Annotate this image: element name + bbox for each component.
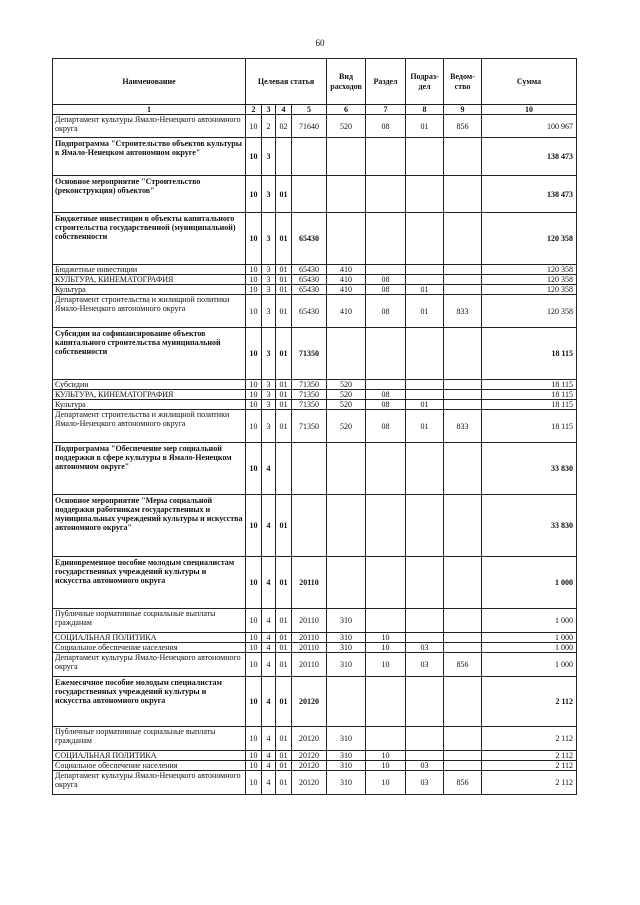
subsection-code xyxy=(406,138,444,176)
target-code-direction: 71350 xyxy=(292,328,327,380)
target-code-direction xyxy=(292,176,327,213)
header-department: Ведом-ство xyxy=(444,59,482,105)
department-code xyxy=(444,633,482,643)
target-code-activity: 01 xyxy=(276,677,292,727)
section-code: 08 xyxy=(366,115,406,138)
department-code: 856 xyxy=(444,771,482,795)
department-code xyxy=(444,443,482,495)
target-code-program: 10 xyxy=(246,495,262,557)
row-name: Единовременное пособие молодым специалистам государственных учреждений культуры и искусства автономного округа xyxy=(53,557,246,609)
target-code-subprogram: 3 xyxy=(262,265,276,275)
target-code-subprogram: 4 xyxy=(262,677,276,727)
expense-kind: 310 xyxy=(327,653,366,677)
department-code xyxy=(444,609,482,633)
section-code: 08 xyxy=(366,410,406,443)
table-row xyxy=(53,633,577,643)
subsection-code xyxy=(406,677,444,727)
target-code-activity: 01 xyxy=(276,771,292,795)
target-code-direction: 71350 xyxy=(292,380,327,390)
row-sum: 33 830 xyxy=(482,495,577,557)
subsection-code: 01 xyxy=(406,400,444,410)
expense-kind: 310 xyxy=(327,727,366,751)
target-code-activity: 02 xyxy=(276,115,292,138)
row-name: Основное мероприятие "Меры социальной поддержки работникам государственных и муниципальных учреждений культуры и искусства автономного округа" xyxy=(53,495,246,557)
table-row xyxy=(53,677,577,727)
header-section: Раздел xyxy=(366,59,406,105)
target-code-activity: 01 xyxy=(276,751,292,761)
target-code-activity: 01 xyxy=(276,609,292,633)
target-code-direction: 71350 xyxy=(292,390,327,400)
subsection-code: 03 xyxy=(406,653,444,677)
target-code-program: 10 xyxy=(246,213,262,265)
table-row xyxy=(53,115,577,138)
target-code-activity: 01 xyxy=(276,400,292,410)
target-code-direction: 65430 xyxy=(292,285,327,295)
target-code-program: 10 xyxy=(246,771,262,795)
target-code-program: 10 xyxy=(246,443,262,495)
subsection-code xyxy=(406,380,444,390)
target-code-subprogram: 4 xyxy=(262,443,276,495)
department-code xyxy=(444,328,482,380)
department-code xyxy=(444,213,482,265)
target-code-program: 10 xyxy=(246,643,262,653)
col-number: 8 xyxy=(406,105,444,115)
expense-kind: 310 xyxy=(327,751,366,761)
row-name: Бюджетные инвестиции xyxy=(53,265,246,275)
header-target: Целевая статья xyxy=(246,59,327,105)
target-code-program: 10 xyxy=(246,176,262,213)
target-code-program: 10 xyxy=(246,727,262,751)
row-sum: 1 000 xyxy=(482,633,577,643)
target-code-program: 10 xyxy=(246,328,262,380)
target-code-subprogram: 2 xyxy=(262,115,276,138)
row-sum: 18 115 xyxy=(482,400,577,410)
section-code xyxy=(366,557,406,609)
row-name: Публичные нормативные социальные выплаты гражданам xyxy=(53,727,246,751)
table-row xyxy=(53,771,577,795)
page-number: 60 xyxy=(315,38,325,48)
expense-kind xyxy=(327,677,366,727)
subsection-code xyxy=(406,390,444,400)
department-code xyxy=(444,727,482,751)
department-code: 856 xyxy=(444,653,482,677)
department-code xyxy=(444,643,482,653)
target-code-program: 10 xyxy=(246,410,262,443)
target-code-activity: 01 xyxy=(276,213,292,265)
table-row xyxy=(53,643,577,653)
target-code-subprogram: 3 xyxy=(262,138,276,176)
target-code-direction: 71640 xyxy=(292,115,327,138)
col-number: 6 xyxy=(327,105,366,115)
subsection-code xyxy=(406,176,444,213)
row-sum: 1 000 xyxy=(482,609,577,633)
target-code-activity: 01 xyxy=(276,557,292,609)
row-name: Бюджетные инвестиции в объекты капитального строительства государственной (муниципальной) собственности xyxy=(53,213,246,265)
target-code-activity: 01 xyxy=(276,275,292,285)
subsection-code: 01 xyxy=(406,295,444,328)
row-name: Департамент строительства и жилищной политики Ямало-Ненецкого автономного округа xyxy=(53,295,246,328)
row-name: Основное мероприятие "Строительство (реконструкция) объектов" xyxy=(53,176,246,213)
col-number: 1 xyxy=(53,105,246,115)
section-code: 08 xyxy=(366,390,406,400)
expense-kind: 310 xyxy=(327,633,366,643)
target-code-activity: 01 xyxy=(276,265,292,275)
row-name: Культура xyxy=(53,285,246,295)
subsection-code: 01 xyxy=(406,115,444,138)
expense-kind: 310 xyxy=(327,643,366,653)
expense-kind: 410 xyxy=(327,275,366,285)
row-sum: 2 112 xyxy=(482,761,577,771)
department-code xyxy=(444,265,482,275)
table-row xyxy=(53,138,577,176)
row-name: КУЛЬТУРА, КИНЕМАТОГРАФИЯ xyxy=(53,275,246,285)
table-row xyxy=(53,727,577,751)
target-code-direction: 65430 xyxy=(292,265,327,275)
expense-kind: 310 xyxy=(327,609,366,633)
target-code-program: 10 xyxy=(246,751,262,761)
subsection-code xyxy=(406,727,444,751)
subsection-code xyxy=(406,443,444,495)
section-code: 08 xyxy=(366,400,406,410)
department-code xyxy=(444,138,482,176)
header-name: Наименование xyxy=(53,59,246,105)
target-code-direction: 65430 xyxy=(292,295,327,328)
target-code-subprogram: 4 xyxy=(262,761,276,771)
expense-kind: 410 xyxy=(327,265,366,275)
target-code-activity: 01 xyxy=(276,727,292,751)
target-code-program: 10 xyxy=(246,295,262,328)
section-code: 08 xyxy=(366,275,406,285)
expense-kind: 310 xyxy=(327,761,366,771)
expense-kind xyxy=(327,213,366,265)
department-code: 833 xyxy=(444,295,482,328)
department-code xyxy=(444,285,482,295)
target-code-direction: 71350 xyxy=(292,410,327,443)
target-code-activity: 01 xyxy=(276,328,292,380)
section-code xyxy=(366,328,406,380)
department-code xyxy=(444,495,482,557)
target-code-program: 10 xyxy=(246,380,262,390)
target-code-direction: 20120 xyxy=(292,771,327,795)
target-code-subprogram: 3 xyxy=(262,328,276,380)
target-code-subprogram: 3 xyxy=(262,390,276,400)
target-code-subprogram: 4 xyxy=(262,557,276,609)
row-name: Публичные нормативные социальные выплаты гражданам xyxy=(53,609,246,633)
target-code-activity xyxy=(276,138,292,176)
target-code-subprogram: 3 xyxy=(262,380,276,390)
section-code: 10 xyxy=(366,751,406,761)
expense-kind xyxy=(327,328,366,380)
target-code-program: 10 xyxy=(246,633,262,643)
expense-kind: 520 xyxy=(327,400,366,410)
row-sum: 120 358 xyxy=(482,275,577,285)
col-number: 9 xyxy=(444,105,482,115)
target-code-subprogram: 4 xyxy=(262,643,276,653)
department-code: 856 xyxy=(444,115,482,138)
row-sum: 1 000 xyxy=(482,643,577,653)
row-name: Департамент культуры Ямало-Ненецкого автономного округа xyxy=(53,771,246,795)
table-row xyxy=(53,400,577,410)
subsection-code: 03 xyxy=(406,761,444,771)
subsection-code xyxy=(406,328,444,380)
department-code xyxy=(444,557,482,609)
row-sum: 100 967 xyxy=(482,115,577,138)
header-kind: Вид расходов xyxy=(327,59,366,105)
row-sum: 18 115 xyxy=(482,410,577,443)
department-code xyxy=(444,761,482,771)
target-code-direction: 20120 xyxy=(292,677,327,727)
expense-kind: 310 xyxy=(327,771,366,795)
target-code-program: 10 xyxy=(246,609,262,633)
row-name: Департамент культуры Ямало-Ненецкого автономного округа xyxy=(53,115,246,138)
target-code-program: 10 xyxy=(246,275,262,285)
department-code xyxy=(444,176,482,213)
section-code: 10 xyxy=(366,761,406,771)
table-row xyxy=(53,295,577,328)
row-name: Социальное обеспечение населения xyxy=(53,761,246,771)
col-number: 10 xyxy=(482,105,577,115)
table-row xyxy=(53,751,577,761)
expense-kind xyxy=(327,176,366,213)
row-name: СОЦИАЛЬНАЯ ПОЛИТИКА xyxy=(53,633,246,643)
subsection-code xyxy=(406,609,444,633)
target-code-subprogram: 4 xyxy=(262,633,276,643)
table-row xyxy=(53,213,577,265)
target-code-direction: 71350 xyxy=(292,400,327,410)
table-row xyxy=(53,653,577,677)
target-code-direction: 20110 xyxy=(292,643,327,653)
subsection-code xyxy=(406,213,444,265)
target-code-activity: 01 xyxy=(276,295,292,328)
target-code-activity: 01 xyxy=(276,633,292,643)
target-code-subprogram: 3 xyxy=(262,213,276,265)
department-code xyxy=(444,390,482,400)
expense-kind xyxy=(327,557,366,609)
expense-kind: 520 xyxy=(327,390,366,400)
table-row xyxy=(53,265,577,275)
header-row xyxy=(53,59,577,105)
target-code-activity: 01 xyxy=(276,410,292,443)
expense-kind: 520 xyxy=(327,115,366,138)
target-code-direction: 20120 xyxy=(292,751,327,761)
target-code-subprogram: 4 xyxy=(262,653,276,677)
target-code-direction: 20120 xyxy=(292,761,327,771)
target-code-direction xyxy=(292,443,327,495)
section-code: 10 xyxy=(366,653,406,677)
section-code xyxy=(366,727,406,751)
table-row xyxy=(53,328,577,380)
target-code-subprogram: 3 xyxy=(262,176,276,213)
row-name: Социальное обеспечение населения xyxy=(53,643,246,653)
target-code-direction: 20110 xyxy=(292,557,327,609)
header-sum: Сумма xyxy=(482,59,577,105)
expense-kind xyxy=(327,495,366,557)
section-code xyxy=(366,677,406,727)
table-row xyxy=(53,275,577,285)
target-code-activity: 01 xyxy=(276,285,292,295)
target-code-subprogram: 4 xyxy=(262,727,276,751)
target-code-subprogram: 3 xyxy=(262,400,276,410)
subsection-code: 03 xyxy=(406,643,444,653)
table-row xyxy=(53,609,577,633)
row-sum: 120 358 xyxy=(482,213,577,265)
target-code-program: 10 xyxy=(246,390,262,400)
department-code xyxy=(444,275,482,285)
target-code-program: 10 xyxy=(246,677,262,727)
subsection-code: 03 xyxy=(406,771,444,795)
table-row xyxy=(53,410,577,443)
target-code-activity: 01 xyxy=(276,761,292,771)
row-name: Субсидии на софинансирование объектов капитального строительства муниципальной собственности xyxy=(53,328,246,380)
target-code-activity: 01 xyxy=(276,495,292,557)
target-code-subprogram: 4 xyxy=(262,751,276,761)
row-name: СОЦИАЛЬНАЯ ПОЛИТИКА xyxy=(53,751,246,761)
row-sum: 138 473 xyxy=(482,138,577,176)
target-code-subprogram: 3 xyxy=(262,285,276,295)
row-sum: 1 000 xyxy=(482,557,577,609)
row-sum: 2 112 xyxy=(482,727,577,751)
row-sum: 18 115 xyxy=(482,328,577,380)
col-number: 4 xyxy=(276,105,292,115)
table-row xyxy=(53,761,577,771)
budget-table xyxy=(52,58,577,795)
expense-kind: 410 xyxy=(327,285,366,295)
col-number: 3 xyxy=(262,105,276,115)
expense-kind: 520 xyxy=(327,410,366,443)
row-sum: 120 358 xyxy=(482,295,577,328)
table-row xyxy=(53,443,577,495)
target-code-subprogram: 3 xyxy=(262,275,276,285)
section-code xyxy=(366,609,406,633)
target-code-program: 10 xyxy=(246,400,262,410)
subsection-code xyxy=(406,265,444,275)
row-sum: 18 115 xyxy=(482,390,577,400)
row-sum: 18 115 xyxy=(482,380,577,390)
row-name: Подпрограмма "Обеспечение мер социальной поддержки в сфере культуры в Ямало-Ненецком автономном округе" xyxy=(53,443,246,495)
subsection-code xyxy=(406,275,444,285)
department-code xyxy=(444,380,482,390)
row-sum: 120 358 xyxy=(482,265,577,275)
table-row xyxy=(53,390,577,400)
section-code xyxy=(366,213,406,265)
row-name: Культура xyxy=(53,400,246,410)
target-code-direction: 20110 xyxy=(292,609,327,633)
row-sum: 2 112 xyxy=(482,751,577,761)
section-code xyxy=(366,138,406,176)
target-code-direction: 20110 xyxy=(292,633,327,643)
target-code-activity: 01 xyxy=(276,643,292,653)
target-code-program: 10 xyxy=(246,115,262,138)
subsection-code: 01 xyxy=(406,285,444,295)
row-name: КУЛЬТУРА, КИНЕМАТОГРАФИЯ xyxy=(53,390,246,400)
expense-kind xyxy=(327,138,366,176)
subsection-code xyxy=(406,633,444,643)
section-code xyxy=(366,380,406,390)
target-code-activity: 01 xyxy=(276,390,292,400)
department-code xyxy=(444,751,482,761)
row-name: Субсидии xyxy=(53,380,246,390)
target-code-program: 10 xyxy=(246,557,262,609)
section-code: 10 xyxy=(366,633,406,643)
row-name: Ежемесячное пособие молодым специалистам государственных учреждений культуры и искусства автономного округа xyxy=(53,677,246,727)
row-name: Департамент строительства и жилищной политики Ямало-Ненецкого автономного округа xyxy=(53,410,246,443)
expense-kind: 520 xyxy=(327,380,366,390)
section-code xyxy=(366,495,406,557)
table-row xyxy=(53,176,577,213)
section-code xyxy=(366,176,406,213)
table-row xyxy=(53,285,577,295)
department-code: 833 xyxy=(444,410,482,443)
col-number: 7 xyxy=(366,105,406,115)
target-code-activity: 01 xyxy=(276,653,292,677)
row-sum: 2 112 xyxy=(482,677,577,727)
department-code xyxy=(444,400,482,410)
row-name: Подпрограмма "Строительство объектов культуры в Ямало-Ненецком автономном округе" xyxy=(53,138,246,176)
expense-kind: 410 xyxy=(327,295,366,328)
table-row xyxy=(53,557,577,609)
target-code-direction: 20120 xyxy=(292,727,327,751)
target-code-program: 10 xyxy=(246,265,262,275)
table-row xyxy=(53,380,577,390)
target-code-program: 10 xyxy=(246,138,262,176)
target-code-direction: 20110 xyxy=(292,653,327,677)
section-code xyxy=(366,265,406,275)
section-code xyxy=(366,443,406,495)
section-code: 08 xyxy=(366,295,406,328)
table-row xyxy=(53,495,577,557)
target-code-direction xyxy=(292,138,327,176)
target-code-activity xyxy=(276,443,292,495)
target-code-direction: 65430 xyxy=(292,213,327,265)
subsection-code: 01 xyxy=(406,410,444,443)
target-code-direction xyxy=(292,495,327,557)
row-sum: 2 112 xyxy=(482,771,577,795)
target-code-program: 10 xyxy=(246,761,262,771)
target-code-subprogram: 4 xyxy=(262,495,276,557)
target-code-direction: 65430 xyxy=(292,275,327,285)
col-number: 5 xyxy=(292,105,327,115)
department-code xyxy=(444,677,482,727)
subsection-code xyxy=(406,751,444,761)
target-code-subprogram: 3 xyxy=(262,410,276,443)
column-number-row xyxy=(53,105,577,115)
row-sum: 1 000 xyxy=(482,653,577,677)
row-sum: 138 473 xyxy=(482,176,577,213)
target-code-subprogram: 4 xyxy=(262,771,276,795)
target-code-program: 10 xyxy=(246,653,262,677)
col-number: 2 xyxy=(246,105,262,115)
target-code-subprogram: 3 xyxy=(262,295,276,328)
row-sum: 120 358 xyxy=(482,285,577,295)
expense-kind xyxy=(327,443,366,495)
header-subsection: Подраз-дел xyxy=(406,59,444,105)
section-code: 10 xyxy=(366,643,406,653)
target-code-program: 10 xyxy=(246,285,262,295)
target-code-activity: 01 xyxy=(276,380,292,390)
section-code: 08 xyxy=(366,285,406,295)
target-code-activity: 01 xyxy=(276,176,292,213)
row-sum: 33 830 xyxy=(482,443,577,495)
target-code-subprogram: 4 xyxy=(262,609,276,633)
section-code: 10 xyxy=(366,771,406,795)
subsection-code xyxy=(406,557,444,609)
subsection-code xyxy=(406,495,444,557)
row-name: Департамент культуры Ямало-Ненецкого автономного округа xyxy=(53,653,246,677)
